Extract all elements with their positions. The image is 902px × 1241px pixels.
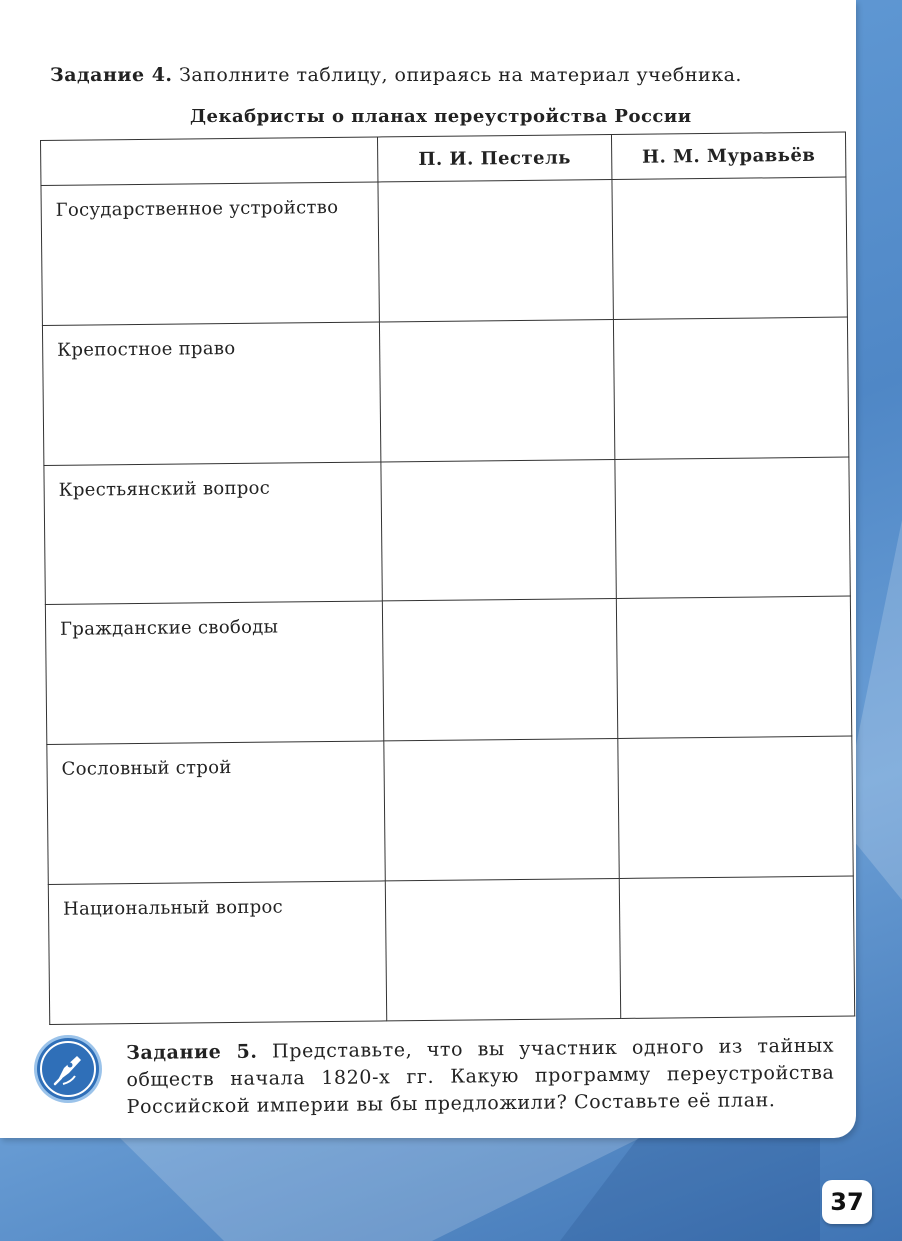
- header-cell-empty: [41, 137, 378, 186]
- row-label-serfdom: Крепостное право: [42, 322, 380, 465]
- table-row: [45, 597, 851, 745]
- decembrists-table: [40, 132, 854, 1025]
- answer-cell-pestel[interactable]: [382, 599, 617, 741]
- task-4-instruction: [50, 64, 742, 86]
- task-5-label: Задание 5.: [126, 1040, 258, 1064]
- header-cell-pestel: П. И. Пестель: [377, 135, 611, 182]
- answer-cell-pestel[interactable]: [379, 319, 614, 461]
- answer-cell-muravyov[interactable]: [615, 457, 850, 599]
- answer-cell-muravyov[interactable]: [616, 597, 851, 739]
- header-cell-muravyov: Н. М. Муравьёв: [611, 132, 845, 179]
- row-label-state-structure: Государственное устройство: [41, 182, 379, 325]
- answer-cell-pestel[interactable]: [378, 180, 613, 322]
- background-shard: [120, 1138, 640, 1241]
- answer-cell-pestel[interactable]: [385, 879, 620, 1021]
- answer-cell-muravyov[interactable]: [612, 177, 847, 319]
- table-row: [41, 177, 847, 325]
- pen-nib-icon: [37, 1038, 99, 1100]
- answer-cell-muravyov[interactable]: [613, 317, 848, 459]
- row-label-national-question: Национальный вопрос: [48, 881, 386, 1024]
- task-4-text: Заполните таблицу, опираясь на материал учебника.: [172, 64, 742, 86]
- row-label-civil-liberties: Гражданские свободы: [45, 601, 383, 744]
- task-5-text: Представьте, что вы участник одного из тайных обществ начала 1820-х гг. Какую программу переустройства Российской империи вы бы предложили? Составьте её план.: [126, 1034, 835, 1118]
- answer-cell-muravyov[interactable]: [618, 736, 853, 878]
- answer-cell-pestel[interactable]: [384, 739, 619, 881]
- row-label-peasant-question: Крестьянский вопрос: [44, 462, 382, 605]
- table-row: [48, 876, 854, 1024]
- table-row: [42, 317, 848, 465]
- table-row: [44, 457, 850, 605]
- task-4-label: Задание 4.: [50, 64, 173, 86]
- page-number: 37: [822, 1180, 872, 1224]
- answer-cell-muravyov[interactable]: [619, 876, 854, 1018]
- table-title: Декабристы о планах переустройства России: [190, 106, 692, 127]
- row-label-estate-system: Сословный строй: [47, 741, 385, 884]
- task-5-instruction: [126, 1033, 835, 1121]
- table-row: [47, 736, 853, 884]
- answer-cell-pestel[interactable]: [381, 459, 616, 601]
